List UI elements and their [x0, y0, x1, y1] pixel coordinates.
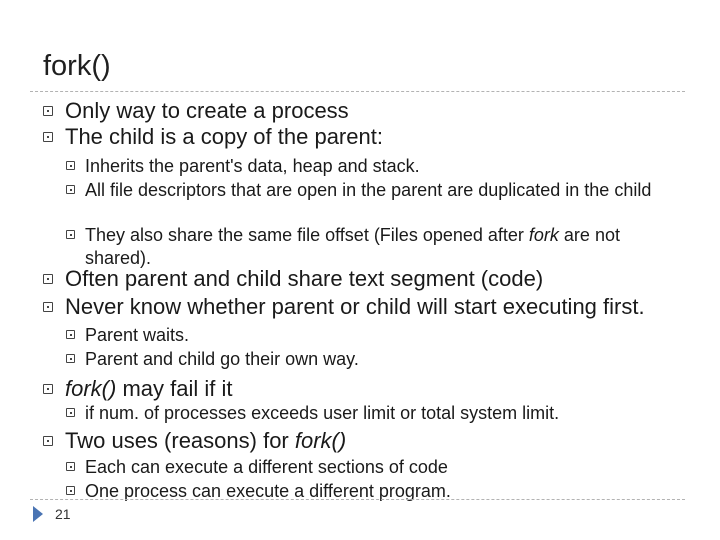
square-bullet-icon [43, 274, 53, 284]
bullet-text [85, 456, 685, 479]
square-bullet-icon [43, 132, 53, 142]
bullet-text [85, 402, 685, 425]
slide-marker-icon [33, 506, 43, 522]
title-divider [30, 91, 685, 92]
bullet-text [65, 376, 705, 402]
square-bullet-icon [43, 384, 53, 394]
bullet-item [66, 224, 685, 270]
bullet-text [85, 155, 685, 178]
bullet-item [43, 98, 705, 124]
bullet-item [66, 324, 685, 347]
text-segment: They also share the same file offset (Files opened after [85, 225, 529, 245]
text-segment: if num. of processes exceeds user limit or total system limit. [85, 403, 560, 423]
italic-segment: fork() [65, 376, 117, 401]
square-bullet-icon [66, 354, 75, 363]
square-bullet-icon [66, 408, 75, 417]
bullet-item [66, 402, 685, 425]
bullet-item [43, 294, 705, 320]
text-segment: The child is a copy of the parent: [65, 124, 383, 149]
text-segment: Never know whether parent or child will start executing first. [65, 294, 645, 319]
square-bullet-icon [66, 462, 75, 471]
text-segment: Parent and child go their own way. [85, 349, 359, 369]
bullet-item [43, 376, 705, 402]
bullet-item [43, 428, 705, 454]
italic-segment: fork [528, 225, 559, 245]
square-bullet-icon [66, 330, 75, 339]
square-bullet-icon [43, 106, 53, 116]
page-number: 21 [55, 506, 71, 522]
text-segment: Often parent and child share text segment (code) [65, 266, 544, 291]
text-segment: Two uses (reasons) for [65, 428, 295, 453]
text-segment: One process can execute a different program. [85, 481, 451, 501]
square-bullet-icon [66, 486, 75, 495]
bullet-item [66, 155, 685, 178]
square-bullet-icon [43, 302, 53, 312]
bullet-item [43, 266, 705, 292]
footer-divider [30, 499, 685, 500]
square-bullet-icon [66, 161, 75, 170]
text-segment: Parent waits. [85, 325, 190, 345]
bullet-text [65, 428, 705, 454]
bullet-text [65, 266, 705, 292]
text-segment: are not shared). [85, 225, 620, 268]
bullet-item [43, 124, 705, 150]
bullet-text [85, 348, 685, 371]
bullet-text [85, 179, 685, 202]
bullet-item [66, 348, 685, 371]
bullet-text [65, 124, 705, 150]
text-segment: may fail if it [116, 376, 233, 401]
slide-title: fork() [43, 50, 111, 82]
square-bullet-icon [43, 436, 53, 446]
text-segment: All file descriptors that are open in the parent are duplicated in the child [85, 180, 652, 200]
bullet-item [66, 456, 685, 479]
bullet-text [65, 294, 705, 320]
text-segment: Only way to create a process [65, 98, 349, 123]
italic-segment: fork() [294, 428, 347, 453]
bullet-item [66, 179, 685, 202]
bullet-text [65, 98, 705, 124]
square-bullet-icon [66, 185, 75, 194]
bullet-text [85, 224, 685, 270]
square-bullet-icon [66, 230, 75, 239]
bullet-text [85, 324, 685, 347]
text-segment: Inherits the parent's data, heap and stack. [85, 156, 420, 176]
text-segment: Each can execute a different sections of code [85, 457, 448, 477]
